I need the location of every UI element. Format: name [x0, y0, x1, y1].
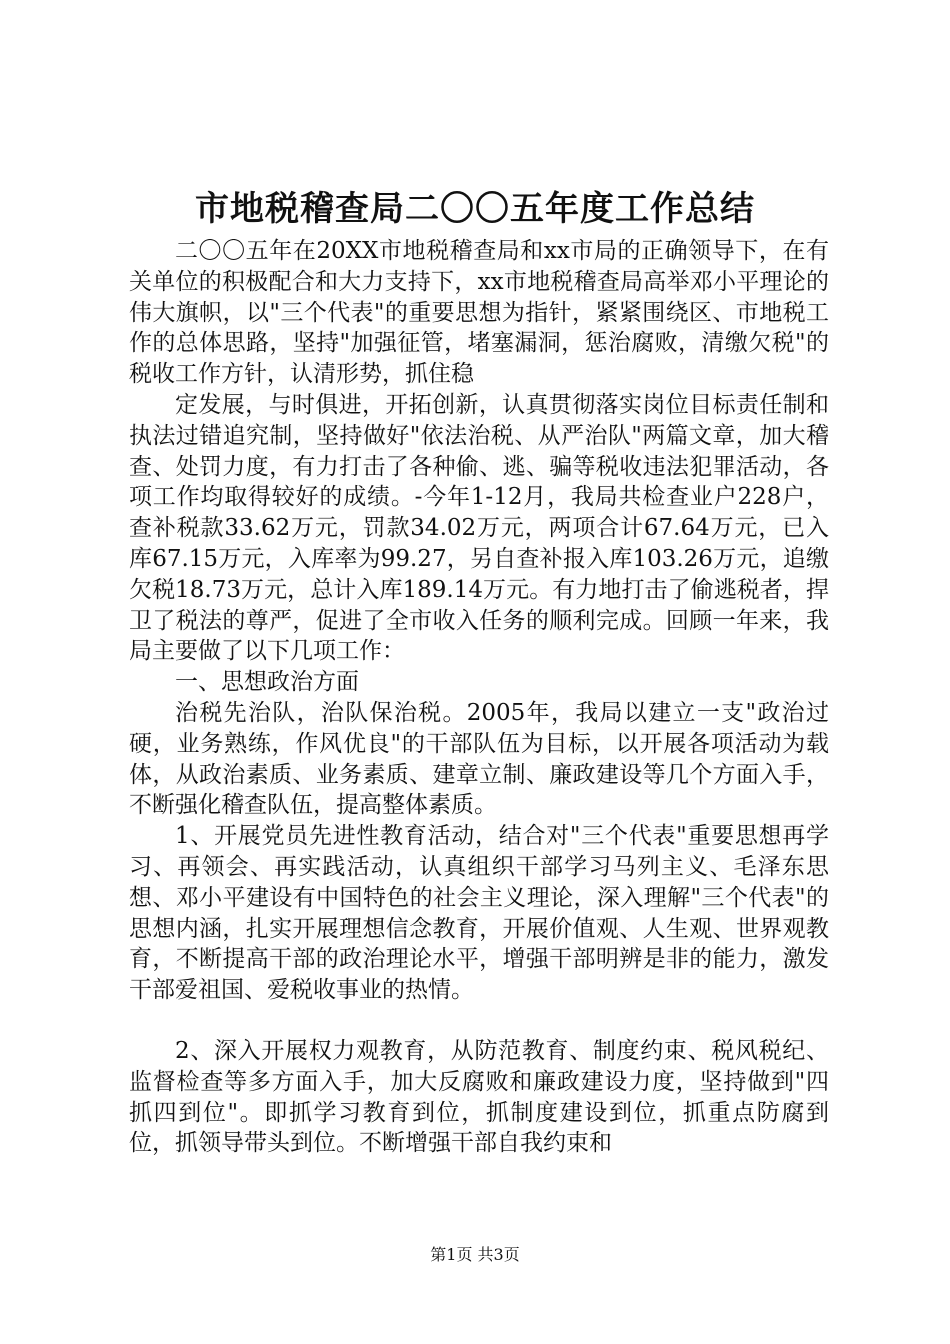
paragraph-item-1: 1、开展党员先进性教育活动，结合对"三个代表"重要思想再学习、再领会、再实践活动，认真组织干部学习马列主义、毛泽东思想、邓小平建设有中国特色的社会主义理论，深入理解"三个代表"的思想内涵，扎实开展理想信念教育，开展价值观、人生观、世界观教育，不断提高干部的政治理论水平，增强干部明辨是非的能力，激发干部爱祖国、爱税收事业的热情。	[129, 823, 829, 1004]
document-body	[129, 236, 829, 1159]
page-footer: 第1页 共3页	[430, 1245, 520, 1264]
paragraph-achievements: 定发展，与时俱进，开拓创新，认真贯彻落实岗位目标责任制和执法过错追究制，坚持做好"依法治税、从严治队"两篇文章，加大稽查、处罚力度，有力打击了各种偷、逃、骗等税收违法犯罪活动，各项工作均取得较好的成绩。-今年1-12月，我局共检查业户228户，查补税款33.62万元，罚款34.02万元，两项合计67.64万元，已入库67.15万元，入库率为99.27，另自查补报入库103.26万元，追缴欠税18.73万元，总计入库189.14万元。有力地打击了偷逃税者，捍卫了税法的尊严，促进了全市收入任务的顺利完成。回顾一年来，我局主要做了以下几项工作：	[129, 391, 829, 665]
paragraph-intro: 二〇〇五年在20XX市地税稽查局和xx市局的正确领导下，在有关单位的积极配合和大力支持下，xx市地税稽查局高举邓小平理论的伟大旗帜，以"三个代表"的重要思想为指针，紧紧围绕区、市地税工作的总体思路，坚持"加强征管，堵塞漏洞，惩治腐败，清缴欠税"的税收工作方针，认清形势，抓住稳	[129, 238, 829, 388]
section-heading-political: 一、思想政治方面	[175, 669, 359, 696]
document-title: 市地税稽查局二〇〇五年度工作总结	[195, 189, 755, 229]
paragraph-item-2: 2、深入开展权力观教育，从防范教育、制度约束、税风税纪、监督检查等多方面入手，加大反腐败和廉政建设力度，坚持做到"四抓四到位"。即抓学习教育到位，抓制度建设到位，抓重点防腐到位，抓领导带头到位。不断增强干部自我约束和	[129, 1037, 829, 1157]
paragraph-political: 治税先治队，治队保治税。2005年，我局以建立一支"政治过硬，业务熟练，作风优良"的干部队伍为目标，以开展各项活动为载体，从政治素质、业务素质、建章立制、廉政建设等几个方面入手，不断强化稽查队伍，提高整体素质。	[129, 699, 829, 819]
